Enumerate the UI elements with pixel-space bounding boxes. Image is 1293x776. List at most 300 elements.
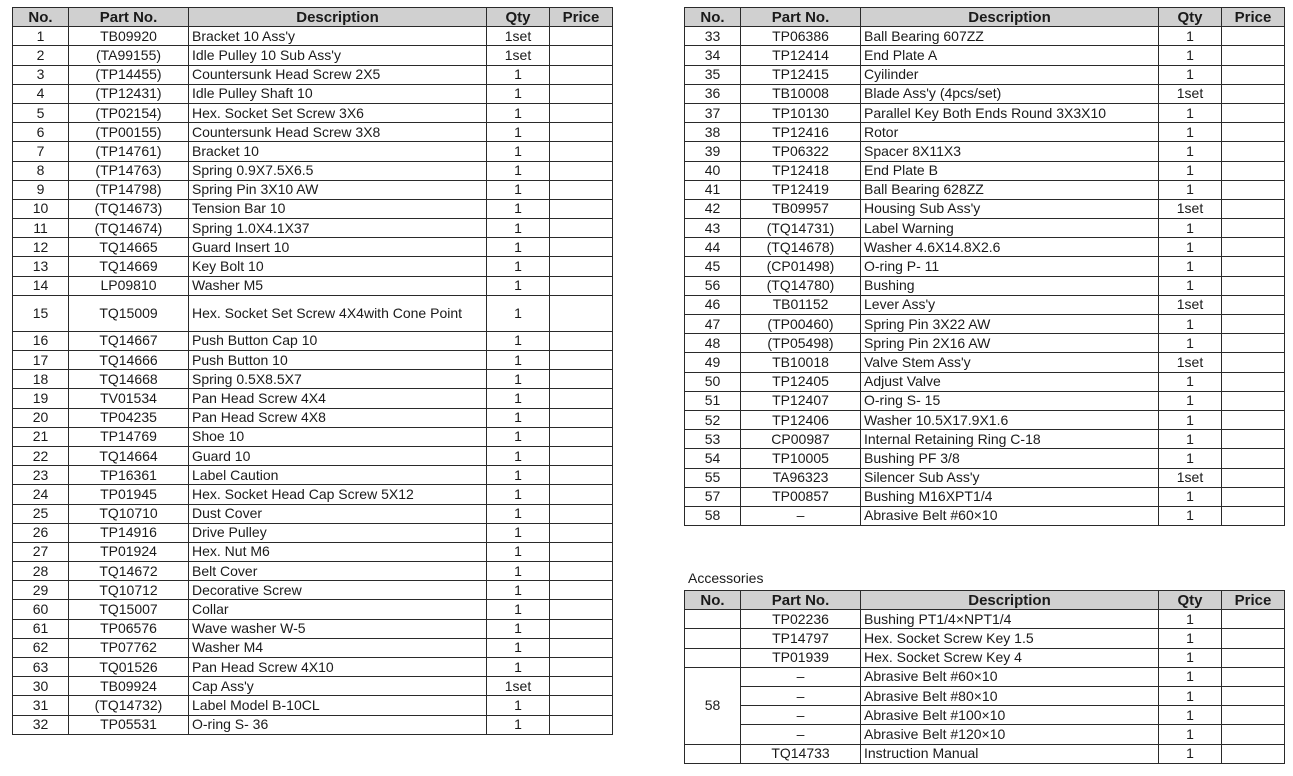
cell-description: Instruction Manual	[861, 744, 1159, 763]
cell-qty: 1	[1159, 706, 1222, 725]
cell-part-no: (TP00460)	[741, 315, 861, 334]
cell-qty: 1	[1159, 449, 1222, 468]
cell-no: 11	[13, 219, 69, 238]
table-row	[685, 199, 1285, 218]
cell-part-no: –	[741, 506, 861, 525]
cell-part-no: TP12405	[741, 372, 861, 391]
table-row	[13, 562, 613, 581]
cell-no: 15	[13, 295, 69, 331]
cell-price	[550, 677, 613, 696]
table-row	[13, 351, 613, 370]
cell-no: 53	[685, 430, 741, 449]
cell-no: 4	[13, 84, 69, 103]
cell-no: 2	[13, 46, 69, 65]
cell-no: 40	[685, 161, 741, 180]
table-row	[685, 629, 1285, 648]
table-row	[13, 219, 613, 238]
cell-part-no: (TQ14674)	[69, 219, 189, 238]
table-row	[685, 123, 1285, 142]
cell-price	[1222, 667, 1285, 686]
cell-no: 29	[13, 581, 69, 600]
cell-price	[550, 65, 613, 84]
cell-price	[1222, 142, 1285, 161]
cell-price	[550, 485, 613, 504]
cell-price	[1222, 706, 1285, 725]
cell-price	[1222, 199, 1285, 218]
cell-description: Label Warning	[861, 219, 1159, 238]
cell-part-no: –	[741, 706, 861, 725]
table-row	[13, 84, 613, 103]
cell-price	[1222, 295, 1285, 314]
header-price: Price	[550, 8, 613, 27]
table-row	[13, 257, 613, 276]
table-row	[13, 238, 613, 257]
cell-no: 34	[685, 46, 741, 65]
cell-description: Drive Pulley	[189, 523, 487, 542]
cell-description: O-ring S- 36	[189, 715, 487, 734]
cell-price	[1222, 430, 1285, 449]
cell-description: Bracket 10	[189, 142, 487, 161]
cell-no: 7	[13, 142, 69, 161]
cell-part-no: TQ14665	[69, 238, 189, 257]
cell-price	[1222, 257, 1285, 276]
cell-part-no: TB01152	[741, 295, 861, 314]
cell-part-no: (TP05498)	[741, 334, 861, 353]
cell-part-no: TP10130	[741, 103, 861, 122]
cell-price	[1222, 449, 1285, 468]
cell-qty: 1set	[487, 46, 550, 65]
cell-qty: 1	[487, 504, 550, 523]
cell-qty: 1	[487, 466, 550, 485]
cell-description: Pan Head Screw 4X10	[189, 658, 487, 677]
cell-description: Spring 0.9X7.5X6.5	[189, 161, 487, 180]
table-row	[685, 334, 1285, 353]
table-row	[13, 180, 613, 199]
cell-no: 63	[13, 658, 69, 677]
table-row	[685, 142, 1285, 161]
cell-qty: 1	[487, 84, 550, 103]
cell-no: 52	[685, 410, 741, 429]
cell-price	[550, 658, 613, 677]
cell-part-no: (TP14798)	[69, 180, 189, 199]
cell-part-no: TP07762	[69, 638, 189, 657]
table-row	[13, 581, 613, 600]
cell-price	[1222, 468, 1285, 487]
cell-description: Hex. Socket Set Screw 3X6	[189, 103, 487, 122]
cell-no	[685, 648, 741, 667]
table-row	[685, 257, 1285, 276]
cell-no	[685, 610, 741, 629]
table-row	[13, 142, 613, 161]
cell-no: 16	[13, 331, 69, 350]
cell-price	[550, 161, 613, 180]
cell-part-no: TQ10712	[69, 581, 189, 600]
cell-description: Abrasive Belt #100×10	[861, 706, 1159, 725]
cell-description: Label Caution	[189, 466, 487, 485]
cell-part-no: TV01534	[69, 389, 189, 408]
cell-part-no: TA96323	[741, 468, 861, 487]
table-header-row	[13, 8, 613, 27]
cell-description: Bushing M16XPT1/4	[861, 487, 1159, 506]
table-row	[685, 449, 1285, 468]
cell-qty: 1	[1159, 123, 1222, 142]
cell-no: 47	[685, 315, 741, 334]
header-no: No.	[13, 8, 69, 27]
table-header-row	[685, 8, 1285, 27]
cell-part-no: TQ15007	[69, 600, 189, 619]
cell-part-no: TP12414	[741, 46, 861, 65]
cell-description: Washer M4	[189, 638, 487, 657]
cell-description: Hex. Nut M6	[189, 542, 487, 561]
cell-qty: 1	[1159, 315, 1222, 334]
cell-part-no: TB09924	[69, 677, 189, 696]
cell-price	[1222, 65, 1285, 84]
cell-description: Push Button 10	[189, 351, 487, 370]
cell-part-no: TP12419	[741, 180, 861, 199]
table-row	[13, 161, 613, 180]
cell-description: Belt Cover	[189, 562, 487, 581]
cell-no: 51	[685, 391, 741, 410]
cell-price	[1222, 648, 1285, 667]
cell-qty: 1	[487, 427, 550, 446]
cell-description: Push Button Cap 10	[189, 331, 487, 350]
cell-no: 57	[685, 487, 741, 506]
table-row	[13, 295, 613, 331]
cell-qty: 1	[487, 619, 550, 638]
cell-no: 62	[13, 638, 69, 657]
accessories-table-body	[685, 610, 1285, 764]
cell-no: 36	[685, 84, 741, 103]
cell-price	[1222, 103, 1285, 122]
cell-part-no: TB09920	[69, 27, 189, 46]
cell-qty: 1	[487, 523, 550, 542]
cell-price	[550, 180, 613, 199]
cell-price	[1222, 46, 1285, 65]
cell-price	[550, 142, 613, 161]
table-row	[13, 123, 613, 142]
table-row	[685, 686, 1285, 705]
cell-description: Ball Bearing 628ZZ	[861, 180, 1159, 199]
cell-price	[550, 389, 613, 408]
cell-qty: 1	[487, 696, 550, 715]
cell-part-no: TP01924	[69, 542, 189, 561]
cell-price	[1222, 410, 1285, 429]
cell-no: 17	[13, 351, 69, 370]
cell-no: 5	[13, 103, 69, 122]
header-description: Description	[189, 8, 487, 27]
table-row	[685, 610, 1285, 629]
cell-part-no: TP01945	[69, 485, 189, 504]
table-row	[685, 706, 1285, 725]
cell-qty: 1	[487, 351, 550, 370]
cell-qty: 1	[487, 257, 550, 276]
table-row	[13, 331, 613, 350]
cell-qty: 1set	[1159, 199, 1222, 218]
cell-part-no: TP02236	[741, 610, 861, 629]
cell-price	[1222, 84, 1285, 103]
header-description: Description	[861, 591, 1159, 610]
cell-qty: 1	[1159, 430, 1222, 449]
cell-description: Idle Pulley Shaft 10	[189, 84, 487, 103]
header-no: No.	[685, 8, 741, 27]
cell-price	[1222, 610, 1285, 629]
table-row	[685, 46, 1285, 65]
table-row	[685, 27, 1285, 46]
cell-part-no: TQ14667	[69, 331, 189, 350]
table-row	[685, 84, 1285, 103]
cell-description: Spring Pin 3X22 AW	[861, 315, 1159, 334]
cell-description: Pan Head Screw 4X4	[189, 389, 487, 408]
table-row	[13, 523, 613, 542]
cell-description: Rotor	[861, 123, 1159, 142]
cell-part-no: TP12406	[741, 410, 861, 429]
cell-price	[550, 103, 613, 122]
cell-qty: 1	[487, 370, 550, 389]
cell-qty: 1	[1159, 744, 1222, 763]
cell-qty: 1	[487, 638, 550, 657]
cell-no: 9	[13, 180, 69, 199]
cell-qty: 1	[487, 65, 550, 84]
cell-description: Tension Bar 10	[189, 199, 487, 218]
table-row	[685, 161, 1285, 180]
cell-no: 31	[13, 696, 69, 715]
cell-no: 35	[685, 65, 741, 84]
cell-price	[550, 696, 613, 715]
table-row	[13, 389, 613, 408]
cell-price	[550, 370, 613, 389]
cell-part-no: TP14916	[69, 523, 189, 542]
cell-qty: 1	[487, 715, 550, 734]
table-row	[685, 315, 1285, 334]
table-header-row	[685, 591, 1285, 610]
table-row	[13, 446, 613, 465]
parts-table-right-body	[685, 27, 1285, 526]
cell-qty: 1	[1159, 276, 1222, 295]
cell-no: 38	[685, 123, 741, 142]
cell-qty: 1	[1159, 610, 1222, 629]
cell-description: O-ring S- 15	[861, 391, 1159, 410]
cell-description: Bushing PT1/4×NPT1/4	[861, 610, 1159, 629]
table-row	[13, 696, 613, 715]
cell-price	[1222, 353, 1285, 372]
cell-qty: 1set	[1159, 84, 1222, 103]
cell-part-no: TB10018	[741, 353, 861, 372]
cell-description: Washer M5	[189, 276, 487, 295]
cell-description: Decorative Screw	[189, 581, 487, 600]
cell-price	[550, 427, 613, 446]
table-row	[13, 408, 613, 427]
cell-qty: 1	[1159, 180, 1222, 199]
table-row	[13, 677, 613, 696]
cell-description: Spring Pin 3X10 AW	[189, 180, 487, 199]
cell-no: 12	[13, 238, 69, 257]
cell-part-no: LP09810	[69, 276, 189, 295]
cell-part-no: TP10005	[741, 449, 861, 468]
table-row	[685, 468, 1285, 487]
cell-no: 30	[13, 677, 69, 696]
cell-no: 20	[13, 408, 69, 427]
header-description: Description	[861, 8, 1159, 27]
cell-qty: 1	[1159, 65, 1222, 84]
table-row	[13, 658, 613, 677]
cell-description: Washer 10.5X17.9X1.6	[861, 410, 1159, 429]
cell-qty: 1	[487, 295, 550, 331]
cell-part-no: (CP01498)	[741, 257, 861, 276]
cell-no: 48	[685, 334, 741, 353]
cell-qty: 1set	[487, 677, 550, 696]
cell-no: 44	[685, 238, 741, 257]
table-row	[13, 600, 613, 619]
cell-qty: 1	[1159, 219, 1222, 238]
cell-part-no: TQ14668	[69, 370, 189, 389]
cell-part-no: –	[741, 725, 861, 744]
cell-part-no: –	[741, 667, 861, 686]
cell-part-no: (TP14763)	[69, 161, 189, 180]
cell-qty: 1	[1159, 103, 1222, 122]
cell-no	[685, 629, 741, 648]
cell-description: Spring 1.0X4.1X37	[189, 219, 487, 238]
cell-description: Lever Ass'y	[861, 295, 1159, 314]
cell-part-no: TQ14669	[69, 257, 189, 276]
cell-no: 6	[13, 123, 69, 142]
cell-description: Cyilinder	[861, 65, 1159, 84]
cell-description: Label Model B-10CL	[189, 696, 487, 715]
cell-price	[550, 466, 613, 485]
cell-no: 41	[685, 180, 741, 199]
header-qty: Qty	[487, 8, 550, 27]
cell-qty: 1	[1159, 46, 1222, 65]
cell-part-no: TB09957	[741, 199, 861, 218]
cell-part-no: TB10008	[741, 84, 861, 103]
cell-price	[1222, 372, 1285, 391]
cell-qty: 1	[1159, 648, 1222, 667]
cell-no: 22	[13, 446, 69, 465]
cell-no: 21	[13, 427, 69, 446]
table-row	[685, 506, 1285, 525]
table-row	[13, 466, 613, 485]
cell-price	[550, 238, 613, 257]
table-row	[685, 725, 1285, 744]
cell-qty: 1	[1159, 238, 1222, 257]
cell-qty: 1	[487, 581, 550, 600]
cell-description: Countersunk Head Screw 2X5	[189, 65, 487, 84]
cell-description: Hex. Socket Screw Key 1.5	[861, 629, 1159, 648]
table-row	[685, 667, 1285, 686]
table-row	[13, 276, 613, 295]
table-row	[685, 238, 1285, 257]
cell-description: Idle Pulley 10 Sub Ass'y	[189, 46, 487, 65]
cell-part-no: CP00987	[741, 430, 861, 449]
cell-price	[1222, 506, 1285, 525]
cell-qty: 1	[487, 408, 550, 427]
cell-qty: 1	[487, 180, 550, 199]
cell-no: 49	[685, 353, 741, 372]
parts-table-left	[12, 7, 613, 735]
table-row	[13, 638, 613, 657]
cell-part-no: TQ14672	[69, 562, 189, 581]
cell-price	[1222, 219, 1285, 238]
cell-price	[550, 715, 613, 734]
cell-price	[1222, 725, 1285, 744]
cell-description: Hex. Socket Set Screw 4X4with Cone Point	[189, 295, 487, 331]
table-row	[13, 27, 613, 46]
cell-part-no: (TP12431)	[69, 84, 189, 103]
cell-price	[1222, 180, 1285, 199]
cell-part-no: TP04235	[69, 408, 189, 427]
parts-table-left-body	[13, 27, 613, 735]
cell-description: Abrasive Belt #60×10	[861, 667, 1159, 686]
cell-no: 58	[685, 506, 741, 525]
cell-description: Washer 4.6X14.8X2.6	[861, 238, 1159, 257]
cell-qty: 1	[487, 123, 550, 142]
cell-description: Collar	[189, 600, 487, 619]
cell-qty: 1set	[487, 27, 550, 46]
cell-price	[550, 523, 613, 542]
parts-table-right	[684, 7, 1285, 526]
cell-price	[550, 257, 613, 276]
cell-qty: 1	[1159, 487, 1222, 506]
cell-qty: 1	[487, 331, 550, 350]
table-row	[685, 372, 1285, 391]
cell-price	[1222, 487, 1285, 506]
cell-no-group: 58	[685, 667, 741, 744]
cell-qty: 1	[487, 238, 550, 257]
cell-no: 42	[685, 199, 741, 218]
cell-qty: 1	[1159, 372, 1222, 391]
cell-price	[1222, 238, 1285, 257]
table-row	[13, 199, 613, 218]
cell-price	[1222, 744, 1285, 763]
cell-price	[550, 276, 613, 295]
cell-description: Countersunk Head Screw 3X8	[189, 123, 487, 142]
cell-part-no: TP05531	[69, 715, 189, 734]
cell-price	[550, 219, 613, 238]
cell-qty: 1	[487, 161, 550, 180]
cell-qty: 1	[487, 219, 550, 238]
cell-description: Pan Head Screw 4X8	[189, 408, 487, 427]
cell-price	[1222, 27, 1285, 46]
cell-description: Abrasive Belt #120×10	[861, 725, 1159, 744]
cell-part-no: (TP14455)	[69, 65, 189, 84]
cell-part-no: (TQ14731)	[741, 219, 861, 238]
cell-description: Bracket 10 Ass'y	[189, 27, 487, 46]
cell-no: 50	[685, 372, 741, 391]
header-price: Price	[1222, 8, 1285, 27]
header-price: Price	[1222, 591, 1285, 610]
cell-no: 8	[13, 161, 69, 180]
cell-no: 33	[685, 27, 741, 46]
table-row	[13, 103, 613, 122]
table-row	[685, 276, 1285, 295]
cell-qty: 1	[1159, 725, 1222, 744]
cell-no: 18	[13, 370, 69, 389]
cell-price	[1222, 161, 1285, 180]
cell-description: End Plate B	[861, 161, 1159, 180]
cell-no: 54	[685, 449, 741, 468]
cell-no: 45	[685, 257, 741, 276]
cell-price	[550, 331, 613, 350]
cell-no: 32	[13, 715, 69, 734]
cell-description: Blade Ass'y (4pcs/set)	[861, 84, 1159, 103]
cell-no: 46	[685, 295, 741, 314]
cell-description: Valve Stem Ass'y	[861, 353, 1159, 372]
table-row	[685, 295, 1285, 314]
cell-qty: 1	[1159, 257, 1222, 276]
cell-price	[550, 600, 613, 619]
table-row	[685, 744, 1285, 763]
cell-no: 55	[685, 468, 741, 487]
table-row	[685, 410, 1285, 429]
